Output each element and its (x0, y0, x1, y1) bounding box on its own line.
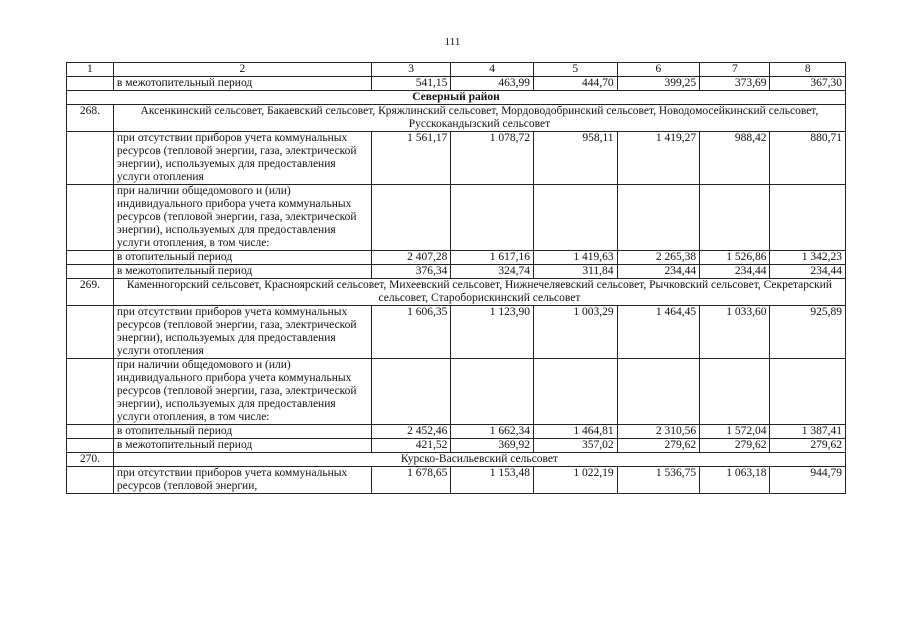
value-cell: 1 419,63 (533, 251, 617, 265)
header-cell: 1 (67, 63, 114, 77)
row-number-cell (67, 439, 114, 453)
value-cell: 944,79 (770, 467, 846, 494)
value-cell: 1 464,81 (533, 425, 617, 439)
row-number-cell (67, 467, 114, 494)
settlement-group-title: Каменногорский сельсовет, Красноярский сельсовет, Михеевский сельсовет, Нижнечеляевский сельсовет, Рычковский сельсовет, Секретарский сельсовет, Староборискинский сельсовет (113, 279, 845, 306)
table-body (67, 63, 846, 494)
tariff-table (66, 62, 846, 494)
value-cell (371, 185, 451, 251)
settlement-group-row (67, 453, 846, 467)
region-header-row (67, 91, 846, 105)
header-cell: 5 (533, 63, 617, 77)
value-cell: 234,44 (700, 265, 770, 279)
value-cell: 958,11 (533, 132, 617, 185)
row-label: при наличии общедомового и (или) индивидуального прибора учета коммунальных ресурсов (тепловой энергии, газа, электрической энергии), используемых для предоставления услуги отопления, в том числе: (113, 185, 371, 251)
value-cell: 1 606,35 (371, 306, 451, 359)
value-cell: 444,70 (533, 77, 617, 91)
header-cell: 4 (451, 63, 534, 77)
value-cell: 925,89 (770, 306, 846, 359)
value-cell (770, 185, 846, 251)
value-cell: 1 526,86 (700, 251, 770, 265)
value-cell: 1 063,18 (700, 467, 770, 494)
table-row (67, 467, 846, 494)
table-row (67, 306, 846, 359)
region-title: Северный район (67, 91, 846, 105)
value-cell: 1 662,34 (451, 425, 534, 439)
row-number: 270. (67, 453, 114, 467)
value-cell: 311,84 (533, 265, 617, 279)
row-number-cell (67, 265, 114, 279)
settlement-group-title: Аксенкинский сельсовет, Бакаевский сельсовет, Кряжлинский сельсовет, Мордоводобринский сельсовет, Новодомосейкинский сельсовет, Русскокандызский сельсовет (113, 105, 845, 132)
value-cell: 367,30 (770, 77, 846, 91)
row-number-cell (67, 306, 114, 359)
value-cell: 1 678,65 (371, 467, 451, 494)
value-cell: 1 123,90 (451, 306, 534, 359)
value-cell: 324,74 (451, 265, 534, 279)
row-number: 269. (67, 279, 114, 306)
table-row (67, 185, 846, 251)
table-row (67, 439, 846, 453)
header-cell: 8 (770, 63, 846, 77)
value-cell: 1 078,72 (451, 132, 534, 185)
settlement-group-row (67, 105, 846, 132)
table-row (67, 425, 846, 439)
value-cell: 1 561,17 (371, 132, 451, 185)
row-number: 268. (67, 105, 114, 132)
value-cell: 1 419,27 (617, 132, 700, 185)
value-cell: 2 407,28 (371, 251, 451, 265)
header-cell: 3 (371, 63, 451, 77)
header-cell: 6 (617, 63, 700, 77)
row-label: в межотопительный период (113, 439, 371, 453)
value-cell: 279,62 (700, 439, 770, 453)
value-cell: 357,02 (533, 439, 617, 453)
row-label: при отсутствии приборов учета коммунальных ресурсов (тепловой энергии, (113, 467, 371, 494)
row-number-cell (67, 359, 114, 425)
row-number-cell (67, 425, 114, 439)
settlement-group-title: Курско-Васильевский сельсовет (113, 453, 845, 467)
value-cell: 234,44 (617, 265, 700, 279)
row-number-cell (67, 77, 114, 91)
header-cell: 7 (700, 63, 770, 77)
row-label: в отопительный период (113, 251, 371, 265)
value-cell: 880,71 (770, 132, 846, 185)
row-label: при отсутствии приборов учета коммунальных ресурсов (тепловой энергии, газа, электрической энергии), используемых для предоставления услуги отопления (113, 132, 371, 185)
row-label: при наличии общедомового и (или) индивидуального прибора учета коммунальных ресурсов (тепловой энергии, газа, электрической энергии), используемых для предоставления услуги отопления, в том числе: (113, 359, 371, 425)
value-cell: 1 342,23 (770, 251, 846, 265)
value-cell: 1 387,41 (770, 425, 846, 439)
value-cell: 279,62 (770, 439, 846, 453)
value-cell: 279,62 (617, 439, 700, 453)
value-cell (700, 185, 770, 251)
value-cell: 1 033,60 (700, 306, 770, 359)
value-cell: 399,25 (617, 77, 700, 91)
table-row (67, 265, 846, 279)
value-cell (533, 359, 617, 425)
value-cell (451, 359, 534, 425)
value-cell: 1 153,48 (451, 467, 534, 494)
row-number-cell (67, 132, 114, 185)
page-number: 111 (444, 36, 461, 48)
row-label: в отопительный период (113, 425, 371, 439)
value-cell: 1 464,45 (617, 306, 700, 359)
value-cell: 1 022,19 (533, 467, 617, 494)
table-row (67, 77, 846, 91)
value-cell: 1 536,75 (617, 467, 700, 494)
value-cell: 988,42 (700, 132, 770, 185)
table-row (67, 132, 846, 185)
value-cell: 369,92 (451, 439, 534, 453)
value-cell: 2 452,46 (371, 425, 451, 439)
value-cell: 541,15 (371, 77, 451, 91)
value-cell: 1 003,29 (533, 306, 617, 359)
value-cell: 376,34 (371, 265, 451, 279)
value-cell (700, 359, 770, 425)
value-cell (617, 185, 700, 251)
table-row (67, 359, 846, 425)
value-cell: 421,52 (371, 439, 451, 453)
value-cell: 2 265,38 (617, 251, 700, 265)
value-cell: 2 310,56 (617, 425, 700, 439)
row-label: в межотопительный период (113, 77, 371, 91)
value-cell: 463,99 (451, 77, 534, 91)
row-number-cell (67, 251, 114, 265)
header-cell: 2 (113, 63, 371, 77)
value-cell: 1 572,04 (700, 425, 770, 439)
value-cell (617, 359, 700, 425)
table-row (67, 251, 846, 265)
row-number-cell (67, 185, 114, 251)
column-number-header-row (67, 63, 846, 77)
row-label: в межотопительный период (113, 265, 371, 279)
value-cell (371, 359, 451, 425)
settlement-group-row (67, 279, 846, 306)
value-cell: 234,44 (770, 265, 846, 279)
value-cell: 1 617,16 (451, 251, 534, 265)
value-cell (451, 185, 534, 251)
value-cell: 373,69 (700, 77, 770, 91)
value-cell (533, 185, 617, 251)
row-label: при отсутствии приборов учета коммунальных ресурсов (тепловой энергии, газа, электрической энергии), используемых для предоставления услуги отопления (113, 306, 371, 359)
value-cell (770, 359, 846, 425)
